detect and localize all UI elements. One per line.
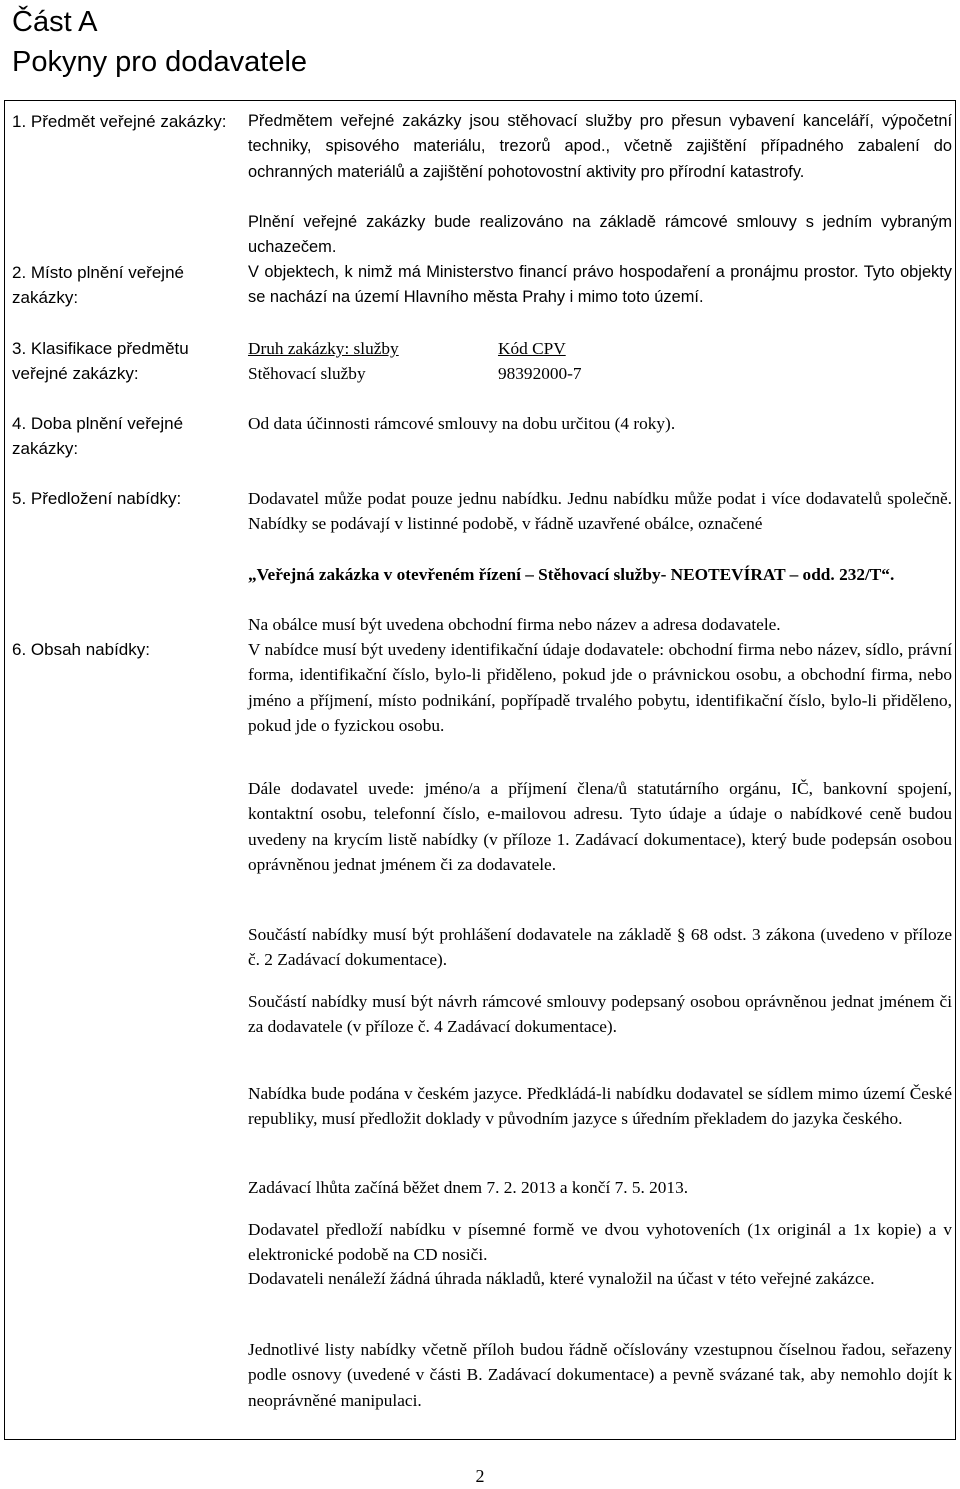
section-6-paragraph-4: Součástí nabídky musí být návrh rámcové smlouvy podepsaný osobou oprávněnou jednat jménem či za dodavatele (v příloze č. 4 Zadávací dokumentace).: [248, 992, 952, 1037]
section-4-paragraph-1: Od data účinnosti rámcové smlouvy na dobu určitou (4 roky).: [248, 414, 676, 433]
section-6-paragraph-3: Součástí nabídky musí být prohlášení dodavatele na základě § 68 odst. 3 zákona (uvedeno v příloze č. 2 Zadávací dokumentace).: [248, 925, 952, 970]
section-6-paragraph-7: Dodavatel předloží nabídku v písemné formě ve dvou vyhotoveních (1x originál a 1x kopie) a v elektronické podobě na CD nosiči.: [248, 1220, 952, 1265]
section-5-envelope-marking: „Veřejná zakázka v otevřeném řízení – Stěhovací služby- NEOTEVÍRAT – odd. 232/T“.: [248, 565, 895, 584]
section-6-paragraph-9: Jednotlivé listy nabídky včetně příloh budou řádně očíslovány vzestupnou číselnou řadou, seřazeny podle osnovy (uvedené v části B. Zadávací dokumentace) a pevně svázané tak, aby nemohlo dojít k neoprávněné manipulaci.: [248, 1340, 952, 1410]
section-2-paragraph-1: V objektech, k nimž má Ministerstvo financí právo hospodaření a pronájmu prostor. Tyto objekty se nachází na území Hlavního města Prahy i mimo toto území.: [248, 263, 952, 307]
section-5-label: 5. Předložení nabídky:: [12, 489, 182, 508]
cpv-code-header: Kód CPV: [498, 339, 566, 358]
section-6-paragraph-2: Dále dodavatel uvede: jméno/a a příjmení člena/ů statutárního orgánu, IČ, bankovní spojení, kontaktní osobu, telefonní číslo, e-mailovou adresu. Tyto údaje a údaje o nabídkové ceně budou uvedeny na krycím listě nabídky (v příloze 1. Zadávací dokumentace), který bude podepsán osobou oprávněnou jednat jménem či za dodavatele.: [248, 779, 952, 875]
document-title: Část A: [12, 6, 98, 38]
classification-type-header: Druh zakázky: služby: [248, 339, 399, 358]
section-6-paragraph-6: Zadávací lhůta začíná běžet dnem 7. 2. 2013 a končí 7. 5. 2013.: [248, 1178, 689, 1197]
section-6-label: 6. Obsah nabídky:: [12, 640, 150, 659]
section-4-label: 4. Doba plnění veřejné zakázky:: [12, 414, 184, 458]
section-5-paragraph-3: Na obálce musí být uvedena obchodní firma nebo název a adresa dodavatele.: [248, 615, 781, 634]
section-3-label: 3. Klasifikace předmětu veřejné zakázky:: [12, 339, 189, 383]
section-6-paragraph-1: V nabídce musí být uvedeny identifikační údaje dodavatele: obchodní firma nebo název, sídlo, právní forma, identifikační číslo, bylo-li přiděleno, pokud jde o právnickou osobu, a obchodní firma, nebo jméno a příjmení, místo podnikání, popřípadě trvalého pobytu, identifikační číslo, bylo-li přiděleno, pokud jde o fyzickou osobu.: [248, 640, 952, 736]
section-5-paragraph-1: Dodavatel může podat pouze jednu nabídku. Jednu nabídku může podat i více dodavatelů společně. Nabídky se podávají v listinné podobě, v řádně uzavřené obálce, označené: [248, 489, 952, 534]
document-subtitle: Pokyny pro dodavatele: [12, 46, 308, 78]
page-number: 2: [475, 1466, 485, 1486]
section-6-paragraph-5: Nabídka bude podána v českém jazyce. Předkládá-li nabídku dodavatel se sídlem mimo území České republiky, musí předložit doklady v původním jazyce s úředním překladem do jazyka českého.: [248, 1084, 952, 1129]
cpv-code-value: 98392000-7: [498, 364, 582, 383]
section-1-paragraph-1: Předmětem veřejné zakázky jsou stěhovací služby pro přesun vybavení kanceláří, výpočetní techniky, spisového materiálu, trezorů apod., včetně zajištění případného zabalení do ochranných materiálů a zajištění pohotovostní aktivity pro přírodní katastrofy.: [248, 112, 952, 181]
section-6-paragraph-8: Dodavateli nenáleží žádná úhrada nákladů, které vynaložil na účast v této veřejné zakázce.: [248, 1269, 875, 1288]
section-1-label: 1. Předmět veřejné zakázky:: [12, 112, 227, 131]
section-1-paragraph-2: Plnění veřejné zakázky bude realizováno na základě rámcové smlouvy s jedním vybraným uchazečem.: [248, 213, 952, 257]
classification-type-value: Stěhovací služby: [248, 364, 366, 383]
section-2-label: 2. Místo plnění veřejné zakázky:: [12, 263, 184, 307]
